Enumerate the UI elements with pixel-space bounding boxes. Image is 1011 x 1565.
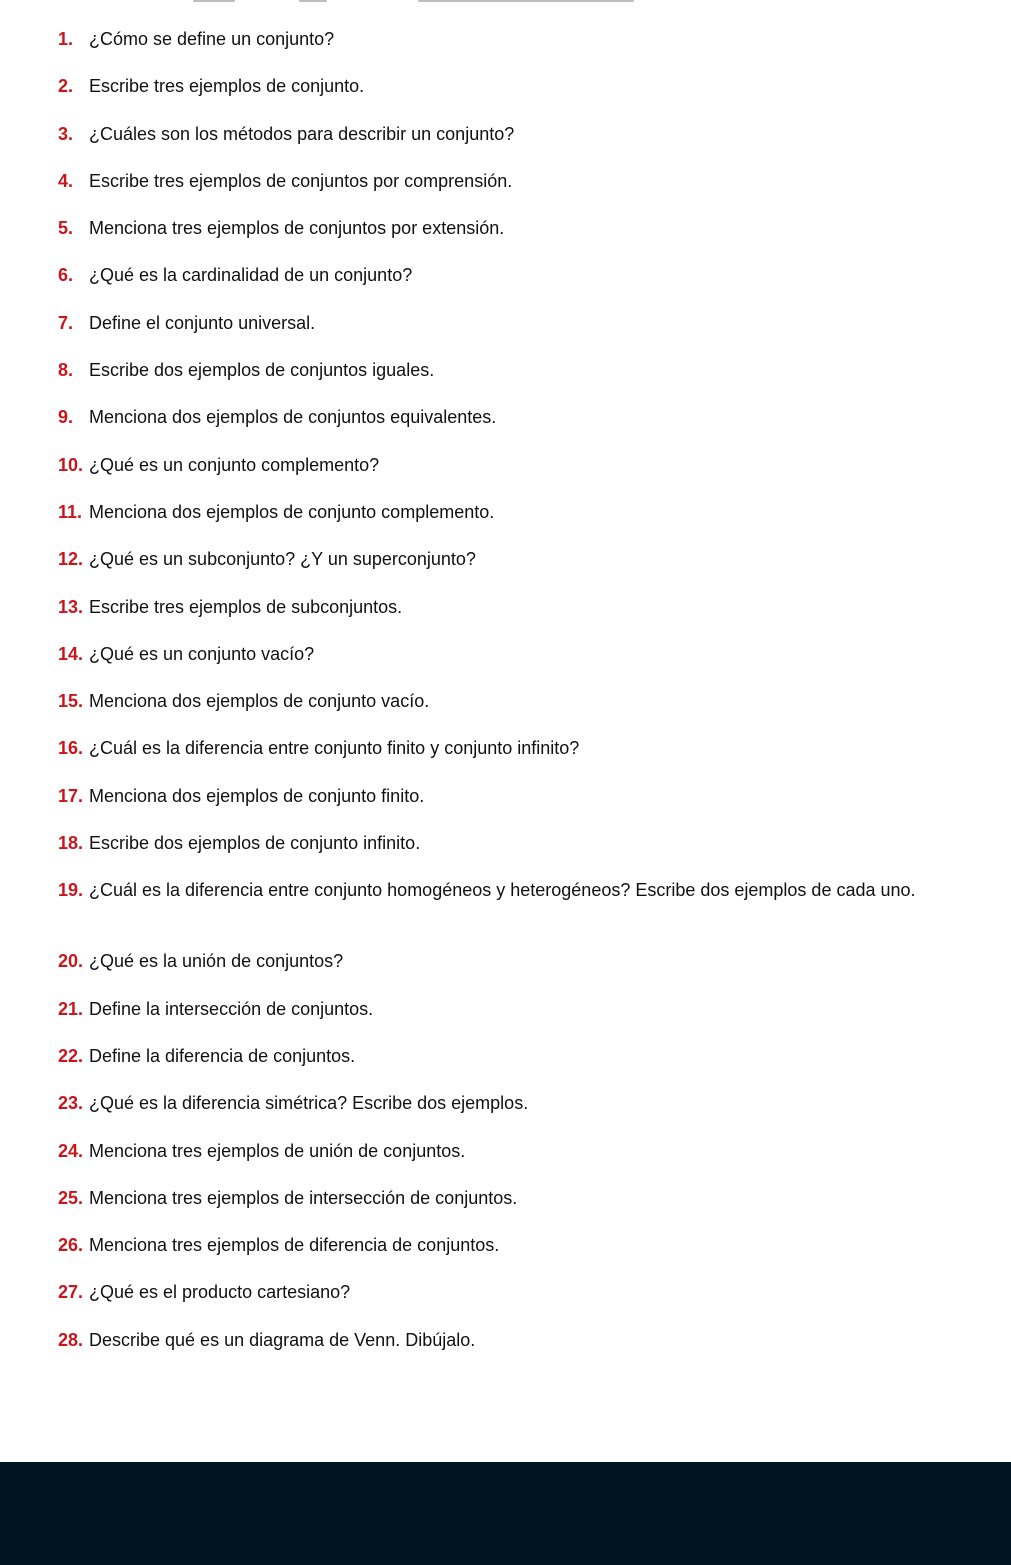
question-item <box>58 785 958 832</box>
cropped-previous-text-edge <box>0 0 1011 4</box>
question-text: Escribe dos ejemplos de conjunto infinito. <box>89 833 421 854</box>
question-text: Menciona tres ejemplos de unión de conjuntos. <box>89 1140 466 1161</box>
question-item <box>58 406 958 453</box>
question-text: ¿Qué es la cardinalidad de un conjunto? <box>89 265 413 286</box>
question-item <box>58 264 958 311</box>
question-item <box>58 950 958 997</box>
question-number: 28. <box>58 1329 84 1350</box>
question-number: 26. <box>58 1235 84 1256</box>
question-item <box>58 312 958 359</box>
question-number: 7. <box>58 312 74 333</box>
question-number: 22. <box>58 1045 84 1066</box>
question-number: 17. <box>58 785 84 806</box>
question-text: Menciona dos ejemplos de conjunto vacío. <box>89 691 430 712</box>
question-item <box>58 1045 958 1092</box>
question-item <box>58 501 958 548</box>
question-item <box>58 454 958 501</box>
question-item <box>58 1234 958 1281</box>
question-text: Define el conjunto universal. <box>89 312 316 333</box>
question-number: 13. <box>58 596 84 617</box>
question-item <box>58 879 958 950</box>
question-item <box>58 123 958 170</box>
question-number: 15. <box>58 691 84 712</box>
question-text: ¿Qué es el producto cartesiano? <box>89 1282 351 1303</box>
question-number: 3. <box>58 123 74 144</box>
question-number: 11. <box>58 501 83 522</box>
question-item <box>58 1329 958 1376</box>
question-text: ¿Qué es un conjunto vacío? <box>89 643 315 664</box>
question-list <box>58 28 958 1376</box>
question-text: Menciona dos ejemplos de conjuntos equivalentes. <box>89 407 497 428</box>
question-text: Menciona dos ejemplos de conjunto finito. <box>89 785 425 806</box>
question-item <box>58 75 958 122</box>
question-item <box>58 1140 958 1187</box>
question-item <box>58 737 958 784</box>
question-number: 23. <box>58 1093 84 1114</box>
question-number: 10. <box>58 454 84 475</box>
question-number: 2. <box>58 76 74 97</box>
question-text: ¿Cómo se define un conjunto? <box>89 29 335 49</box>
bottom-dark-bar <box>0 1462 1011 1565</box>
question-number: 4. <box>58 170 74 191</box>
question-item <box>58 217 958 264</box>
question-text: ¿Cuál es la diferencia entre conjunto finito y conjunto infinito? <box>89 738 580 759</box>
question-item <box>58 359 958 406</box>
question-item <box>58 596 958 643</box>
question-text: Escribe dos ejemplos de conjuntos iguales. <box>89 360 435 381</box>
question-number: 9. <box>58 407 74 428</box>
question-text: Define la diferencia de conjuntos. <box>89 1045 356 1066</box>
question-text: Menciona tres ejemplos de diferencia de conjuntos. <box>89 1235 500 1256</box>
question-item <box>58 1281 958 1328</box>
question-number: 27. <box>58 1282 84 1303</box>
question-number: 1. <box>58 29 74 49</box>
question-number: 8. <box>58 360 74 381</box>
question-item <box>58 548 958 595</box>
question-number: 18. <box>58 833 84 854</box>
question-number: 14. <box>58 643 84 664</box>
question-text: ¿Cuál es la diferencia entre conjunto homogéneos y heterogéneos? Escribe dos ejemplos de cada uno. <box>89 880 916 901</box>
question-item <box>58 28 958 75</box>
question-item <box>58 832 958 879</box>
question-text: Menciona tres ejemplos de intersección de conjuntos. <box>89 1187 518 1208</box>
question-text: ¿Qué es la unión de conjuntos? <box>89 951 344 972</box>
question-text: Escribe tres ejemplos de conjunto. <box>89 76 365 97</box>
question-number: 20. <box>58 951 84 972</box>
question-number: 5. <box>58 218 74 239</box>
question-number: 12. <box>58 549 84 570</box>
question-number: 21. <box>58 998 84 1019</box>
question-text: Menciona tres ejemplos de conjuntos por extensión. <box>89 218 505 239</box>
question-text: Describe qué es un diagrama de Venn. Dibújalo. <box>89 1329 476 1350</box>
question-number: 25. <box>58 1187 84 1208</box>
question-item <box>58 1092 958 1139</box>
question-number: 24. <box>58 1140 84 1161</box>
question-text: Escribe tres ejemplos de conjuntos por comprensión. <box>89 170 513 191</box>
question-text: ¿Qué es la diferencia simétrica? Escribe dos ejemplos. <box>89 1093 529 1114</box>
question-number: 19. <box>58 880 84 901</box>
question-text: Define la intersección de conjuntos. <box>89 998 374 1019</box>
question-text: ¿Qué es un conjunto complemento? <box>89 454 380 475</box>
question-item <box>58 998 958 1045</box>
question-text: Menciona dos ejemplos de conjunto complemento. <box>89 501 495 522</box>
question-item <box>58 643 958 690</box>
question-item <box>58 170 958 217</box>
question-number: 6. <box>58 265 74 286</box>
question-text: Escribe tres ejemplos de subconjuntos. <box>89 596 403 617</box>
question-text: ¿Cuáles son los métodos para describir un conjunto? <box>89 123 515 144</box>
question-item <box>58 690 958 737</box>
question-text: ¿Qué es un subconjunto? ¿Y un superconjunto? <box>89 549 476 570</box>
question-item <box>58 1187 958 1234</box>
question-number: 16. <box>58 738 84 759</box>
